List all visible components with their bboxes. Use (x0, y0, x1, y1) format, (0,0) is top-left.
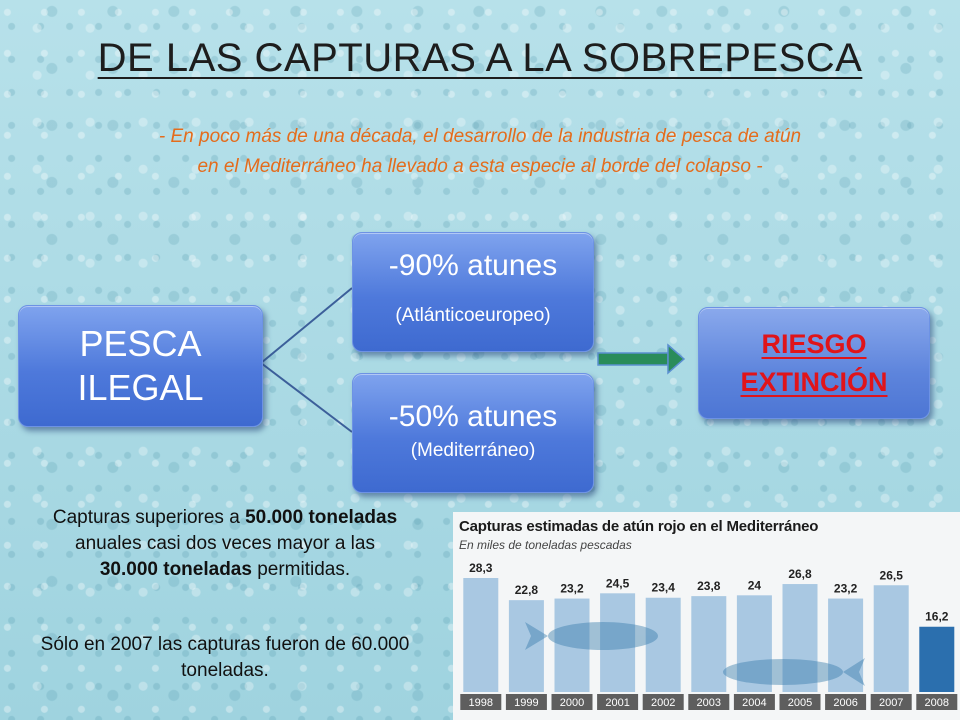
value-label-2005: 26,8 (788, 567, 812, 582)
p1-d: 30.000 toneladas (99, 559, 252, 580)
right-arrow-icon (598, 345, 684, 373)
pesca-ilegal-line1: PESCA (79, 323, 202, 364)
value-label-2006: 23,2 (833, 581, 858, 596)
pesca-ilegal-line2: ILEGAL (77, 367, 204, 408)
p1-a: Capturas superiores a (52, 507, 246, 528)
year-label-2008: 2008 (924, 697, 950, 709)
value-label-2004: 24 (747, 578, 762, 593)
value-label-2008: 16,2 (925, 609, 949, 624)
year-label-2006: 2006 (833, 697, 858, 709)
bar-1999 (509, 600, 544, 692)
year-label-2005: 2005 (787, 697, 813, 709)
captures-2007-paragraph (0, 632, 450, 684)
chart-plot (453, 512, 960, 720)
chart-subtitle: En miles de toneladas pescadas (459, 538, 632, 552)
slide-title (0, 36, 960, 81)
mediterranean-decline-box (352, 373, 594, 493)
bar-1998 (463, 578, 498, 692)
p1-c: anuales casi dos veces mayor a las (75, 533, 375, 554)
year-label-2001: 2001 (605, 697, 630, 709)
chart-title: Capturas estimadas de atún rojo en el Mediterráneo (459, 518, 819, 535)
year-label-1998: 1998 (468, 697, 494, 709)
riesgo-line2: EXTINCIÓN (740, 367, 888, 397)
slide-subtitle (80, 122, 880, 182)
year-label-1999: 1999 (514, 697, 539, 709)
riesgo-extincion-box (698, 307, 930, 419)
captures-paragraph (0, 505, 450, 583)
value-label-1999: 22,8 (514, 583, 539, 598)
mediterranean-decline-region: (Mediterráneo) (410, 440, 536, 461)
subtitle-line-2: en el Mediterráneo ha llevado a esta especie al borde del colapso - (197, 156, 763, 177)
year-label-2003: 2003 (696, 697, 722, 709)
riesgo-line1: RIESGO (761, 329, 867, 359)
bar-2008 (919, 627, 954, 692)
connector-upper (261, 288, 352, 363)
year-label-2004: 2004 (742, 697, 767, 709)
bluefin-catch-chart (453, 512, 960, 720)
p1-b: 50.000 toneladas (245, 507, 398, 528)
p2: Sólo en 2007 las capturas fueron de 60.000 toneladas. (40, 634, 410, 681)
value-label-2007: 26,5 (879, 568, 903, 583)
bar-2002 (646, 598, 681, 692)
value-label-1998: 28,3 (469, 561, 493, 575)
year-label-2002: 2002 (650, 697, 676, 709)
value-label-2001: 24,5 (605, 576, 630, 591)
connector-lower (261, 363, 352, 432)
value-label-2003: 23,8 (697, 579, 721, 594)
value-label-2002: 23,4 (651, 580, 675, 595)
atlantic-decline-region: (Atlánticoeuropeo) (395, 305, 551, 326)
atlantic-decline-value: -90% atunes (388, 249, 558, 282)
atlantic-decline-box (352, 232, 594, 352)
year-label-2007: 2007 (878, 697, 904, 709)
bar-2003 (691, 596, 726, 692)
pesca-ilegal-box (18, 305, 263, 427)
value-label-2000: 23,2 (560, 581, 584, 596)
bar-2007 (874, 585, 909, 692)
subtitle-line-1: - En poco más de una década, el desarrollo de la industria de pesca de atún (158, 126, 802, 147)
mediterranean-decline-value: -50% atunes (388, 400, 558, 433)
p1-e: permitidas. (251, 559, 351, 580)
slide-title-text: DE LAS CAPTURAS A LA SOBREPESCA (97, 36, 863, 80)
year-label-2000: 2000 (559, 697, 585, 709)
